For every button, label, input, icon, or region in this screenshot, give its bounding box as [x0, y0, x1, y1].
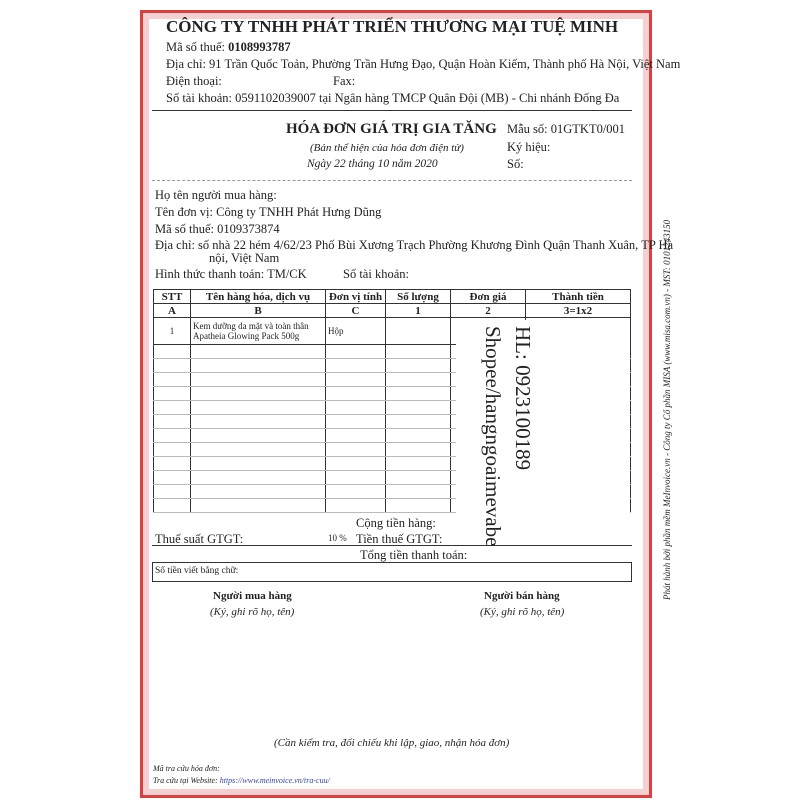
- table-cell: [386, 373, 451, 387]
- table-cell: [326, 345, 386, 359]
- table-cell: [154, 499, 191, 513]
- invoice-symbol: Ký hiệu:: [507, 140, 551, 154]
- buyer-payment: Hình thức thanh toán: TM/CK: [155, 267, 307, 281]
- row-qty: [386, 318, 451, 345]
- subtotal-label: Cộng tiền hàng:: [356, 516, 436, 530]
- seller-tax-value: 0108993787: [228, 40, 291, 54]
- buyer-signature-note: (Ký, ghi rõ họ, tên): [210, 606, 295, 618]
- divider: [152, 545, 632, 546]
- code-3: 3=1x2: [526, 304, 631, 318]
- table-cell: [326, 359, 386, 373]
- watermark-phone: HL: 0923100189: [511, 326, 535, 471]
- code-1: 1: [386, 304, 451, 318]
- watermark-shop: Shopee/hangngoaimevabe: [481, 326, 505, 547]
- table-cell: [191, 415, 326, 429]
- table-cell: [154, 457, 191, 471]
- table-cell: [154, 387, 191, 401]
- buyer-tax: Mã số thuế: 0109373874: [155, 222, 280, 236]
- amount-in-words-label: Số tiền viết bằng chữ:: [155, 566, 239, 576]
- table-cell: [386, 401, 451, 415]
- table-cell: [154, 485, 191, 499]
- vat-rate-value: 10 %: [328, 533, 347, 543]
- seller-account: Số tài khoản: 0591102039007 tại Ngân hàng TMCP Quân Đội (MB) - Chi nhánh Đống Đa: [166, 91, 620, 105]
- seller-tax-label: Mã số thuế:: [166, 40, 226, 54]
- table-cell: [191, 345, 326, 359]
- website-label: Tra cứu tại Website:: [153, 776, 218, 785]
- total-label: Tổng tiền thanh toán:: [360, 548, 468, 562]
- row-unit: Hộp: [326, 318, 386, 345]
- table-cell: [154, 373, 191, 387]
- invoice-subtitle: (Bản thể hiện của hóa đơn điện tử): [310, 142, 464, 154]
- seller-address: Địa chỉ: 91 Trần Quốc Toản, Phường Trần Hưng Đạo, Quận Hoàn Kiếm, Thành phố Hà Nội, Việt Nam: [166, 57, 681, 71]
- table-cell: [154, 345, 191, 359]
- table-cell: [326, 401, 386, 415]
- seller-fax: Fax:: [333, 74, 356, 88]
- website-link[interactable]: https://www.meinvoice.vn/tra-cuu/: [219, 776, 330, 785]
- table-cell: [191, 387, 326, 401]
- table-cell: [386, 387, 451, 401]
- header-unit: Đơn vị tính: [326, 290, 386, 304]
- table-cell: [326, 443, 386, 457]
- table-cell: [191, 499, 326, 513]
- table-cell: [386, 499, 451, 513]
- seller-tax: [166, 40, 291, 55]
- vat-rate-label: Thuế suất GTGT:: [155, 532, 244, 546]
- table-cell: [326, 387, 386, 401]
- table-cell: [191, 401, 326, 415]
- side-note: Phát hành bởi phần mềm MeInvoice.vn - Công ty Cổ phần MISA (www.misa.com.vn) - MST: 0101243150: [662, 219, 672, 600]
- table-cell: [386, 345, 451, 359]
- invoice-date: Ngày 22 tháng 10 năm 2020: [307, 158, 438, 170]
- seller-name: CÔNG TY TNHH PHÁT TRIỂN THƯƠNG MẠI TUỆ MINH: [166, 17, 619, 36]
- code-2: 2: [451, 304, 526, 318]
- invoice-number: Số:: [507, 157, 524, 171]
- table-cell: [326, 373, 386, 387]
- table-cell: [154, 359, 191, 373]
- table-cell: [326, 499, 386, 513]
- table-cell: [326, 485, 386, 499]
- buyer-signature-label: Người mua hàng: [213, 590, 292, 602]
- header-stt: STT: [154, 290, 191, 304]
- seller-signature-note: (Ký, ghi rõ họ, tên): [480, 606, 565, 618]
- table-cell: [326, 429, 386, 443]
- table-cell: [191, 443, 326, 457]
- table-cell: [154, 429, 191, 443]
- lookup-code: Mã tra cứu hóa đơn:: [153, 764, 220, 773]
- table-cell: [191, 471, 326, 485]
- buyer-account: Số tài khoản:: [343, 267, 409, 281]
- buyer-unit: Tên đơn vị: Công ty TNHH Phát Hưng Dũng: [155, 205, 382, 219]
- buyer-address-2: nội, Việt Nam: [209, 251, 280, 265]
- table-cell: [191, 457, 326, 471]
- code-c: C: [326, 304, 386, 318]
- table-cell: [326, 415, 386, 429]
- seller-phone: Điện thoại:: [166, 74, 222, 88]
- table-cell: [326, 457, 386, 471]
- table-cell: [154, 415, 191, 429]
- table-cell: [386, 359, 451, 373]
- table-cell: [191, 359, 326, 373]
- row-stt: 1: [154, 318, 191, 345]
- check-note: (Cần kiểm tra, đối chiếu khi lập, giao, nhận hóa đơn): [274, 737, 510, 749]
- invoice-form: Mẫu số: 01GTKT0/001: [507, 122, 626, 136]
- seller-signature-label: Người bán hàng: [484, 590, 560, 602]
- buyer-address: Địa chỉ: số nhà 22 hém 4/62/23 Phố Bùi Xương Trạch Phường Khương Đình Quận Thanh Xuân, TP Hà: [155, 238, 674, 252]
- table-cell: [191, 429, 326, 443]
- code-b: B: [191, 304, 326, 318]
- header-amount: Thành tiền: [526, 290, 631, 304]
- header-price: Đơn giá: [451, 290, 526, 304]
- code-a: A: [154, 304, 191, 318]
- table-cell: [386, 443, 451, 457]
- header-name: Tên hàng hóa, dịch vụ: [191, 290, 326, 304]
- table-cell: [326, 471, 386, 485]
- divider: [152, 180, 632, 181]
- table-cell: [386, 429, 451, 443]
- buyer-name: Họ tên người mua hàng:: [155, 188, 277, 202]
- lookup-website: [153, 776, 330, 785]
- table-cell: [191, 485, 326, 499]
- invoice-title: HÓA ĐƠN GIÁ TRỊ GIA TĂNG: [286, 121, 497, 137]
- divider: [152, 110, 632, 111]
- header-qty: Số lượng: [386, 290, 451, 304]
- table-codes: [154, 304, 631, 318]
- table-cell: [154, 401, 191, 415]
- table-cell: [154, 443, 191, 457]
- table-cell: [386, 471, 451, 485]
- table-header: [154, 290, 631, 304]
- table-cell: [191, 373, 326, 387]
- table-cell: [386, 415, 451, 429]
- table-cell: [386, 485, 451, 499]
- row-name: Kem dưỡng da mặt và toàn thân Apatheia Glowing Pack 500g: [191, 318, 326, 345]
- vat-amount-label: Tiền thuế GTGT:: [356, 532, 443, 546]
- table-cell: [386, 457, 451, 471]
- table-cell: [154, 471, 191, 485]
- amount-in-words-box: [152, 562, 632, 582]
